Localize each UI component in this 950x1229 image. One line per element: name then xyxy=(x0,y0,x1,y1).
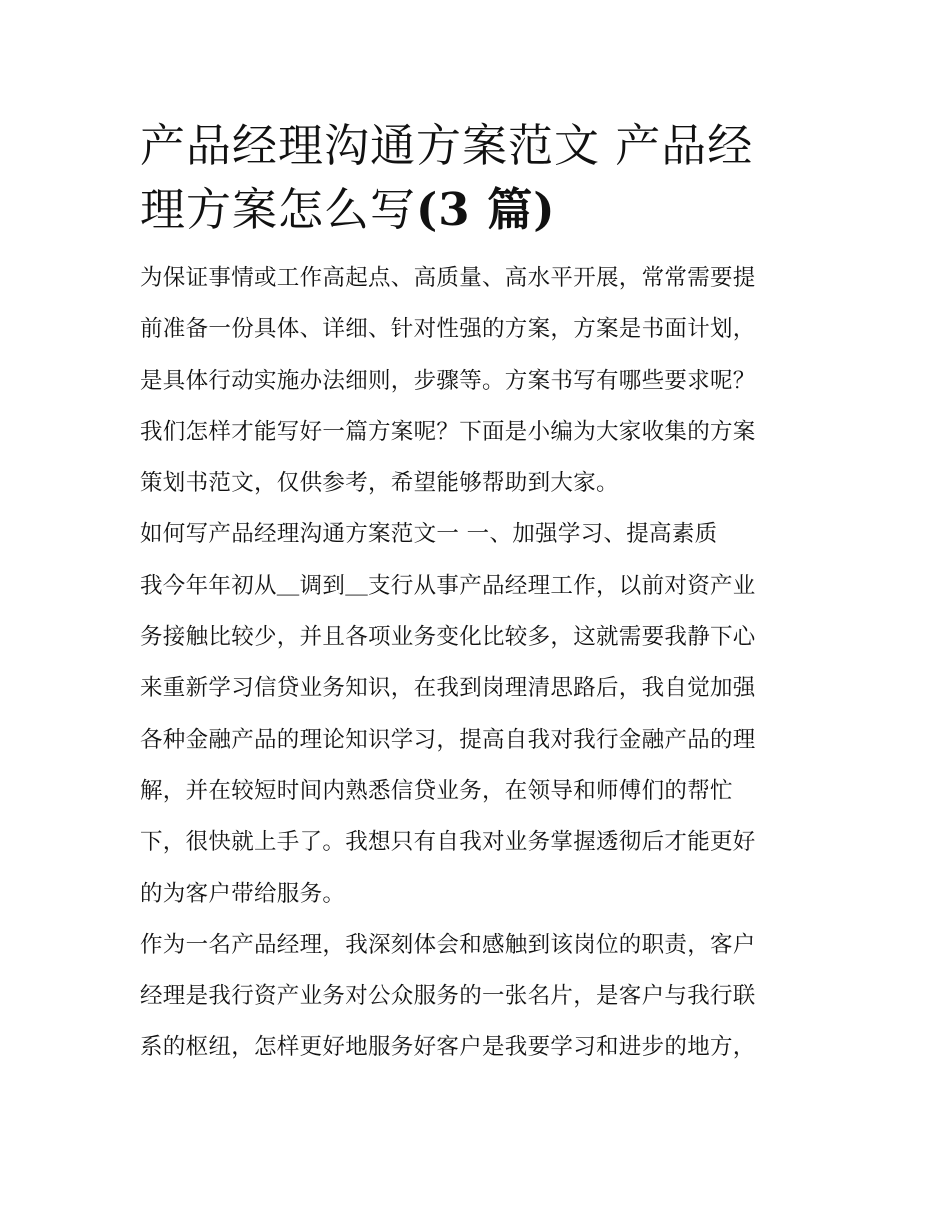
text-line: 各种金融产品的理论知识学习，提高自我对我行金融产品的理 xyxy=(140,726,756,753)
text-line: 的为客户带给服务。 xyxy=(140,880,346,907)
text-line: 作为一名产品经理，我深刻体会和感触到该岗位的职责，客户 xyxy=(140,931,756,958)
text-line: 务接触比较少，并且各项业务变化比较多，这就需要我静下心 xyxy=(140,624,756,651)
text-line: 我今年年初从＿调到＿支行从事产品经理工作，以前对资产业 xyxy=(140,572,756,599)
document-title xyxy=(140,114,820,242)
title-line-2-count: (3 篇) xyxy=(416,183,556,236)
text-line: 系的枢纽，怎样更好地服务好客户是我要学习和进步的地方， xyxy=(140,1034,756,1061)
title-line-2 xyxy=(140,178,820,242)
title-line-1: 产品经理沟通方案范文 产品经 xyxy=(140,119,754,172)
text-line: 前准备一份具体、详细、针对性强的方案，方案是书面计划， xyxy=(140,316,756,343)
text-line: 我们怎样才能写好一篇方案呢？下面是小编为大家收集的方案 xyxy=(140,418,756,445)
text-line: 经理是我行资产业务对公众服务的一张名片，是客户与我行联 xyxy=(140,983,756,1010)
document-body xyxy=(140,114,820,1074)
text-line: 策划书范文，仅供参考，希望能够帮助到大家。 xyxy=(140,470,619,497)
text-line: 解，并在较短时间内熟悉信贷业务，在领导和师傅们的帮忙 xyxy=(140,777,733,804)
title-line-2-text: 理方案怎么写 xyxy=(140,183,417,236)
section-heading-paragraph xyxy=(140,509,820,560)
text-line: 来重新学习信贷业务知识，在我到岗理清思路后，我自觉加强 xyxy=(140,675,756,702)
text-line: 如何写产品经理沟通方案范文一 一、加强学习、提高素质 xyxy=(140,521,718,548)
text-line: 为保证事情或工作高起点、高质量、高水平开展，常常需要提 xyxy=(140,265,756,291)
text-line: 下，很快就上手了。我想只有自我对业务掌握透彻后才能更好 xyxy=(140,829,756,856)
body-paragraph-2 xyxy=(140,920,820,1074)
text-line: 是具体行动实施办法细则，步骤等。方案书写有哪些要求呢？ xyxy=(140,367,756,394)
intro-paragraph xyxy=(140,253,820,509)
body-paragraph-1 xyxy=(140,561,820,920)
